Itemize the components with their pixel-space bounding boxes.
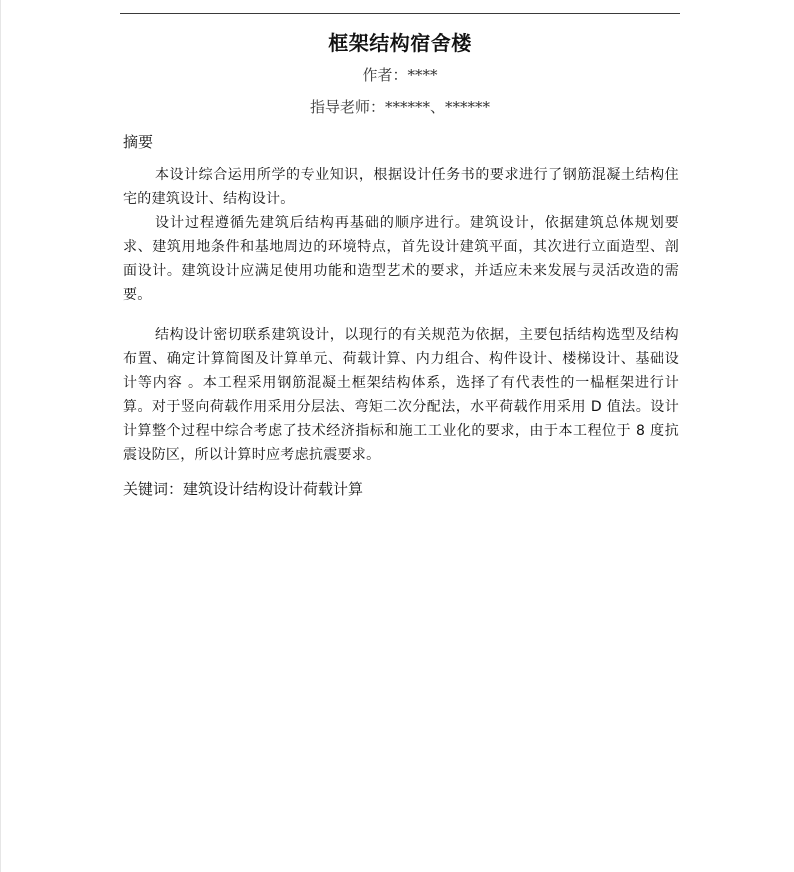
advisor-line: 指导老师：******、****** [309,98,490,116]
abstract-heading: 摘要 [123,133,154,151]
keywords-line: 关键词：建筑设计结构设计荷载计算 [123,480,364,498]
header-rule [120,13,680,14]
page-left-edge [0,0,1,872]
document-title: 框架结构宿舍楼 [328,31,472,55]
abstract-paragraph-1: 本设计综合运用所学的专业知识，根据设计任务书的要求进行了钢筋混凝土结构住宅的建筑设计、结构设计。 [123,167,679,207]
abstract-paragraph-2: 设计过程遵循先建筑后结构再基础的顺序进行。建筑设计，依据建筑总体规划要求、建筑用地条件和基地周边的环境特点，首先设计建筑平面，其次进行立面造型、剖面设计。建筑设计应满足使用功能和造型艺术的要求，并适应未来发展与灵活改造的需要。 [123,215,679,303]
abstract-paragraph-3: 结构设计密切联系建筑设计，以现行的有关规范为依据，主要包括结构选型及结构布置、确定计算简图及计算单元、荷载计算、内力组合、构件设计、楼梯设计、基础设计等内容 。本工程采用钢筋混凝土框架结构体系，选择了有代表性的一榀框架进行计算。对于竖向荷载作用采用分层法、弯矩二次分配法，水平荷载作用采用 D 值法。设计计算整个过程中综合考虑了技术经济指标和施工工业化的要求，由于本工程位于 8 度抗震设防区，所以计算时应考虑抗震要求。 [123,327,679,463]
author-line: 作者：**** [362,66,438,84]
